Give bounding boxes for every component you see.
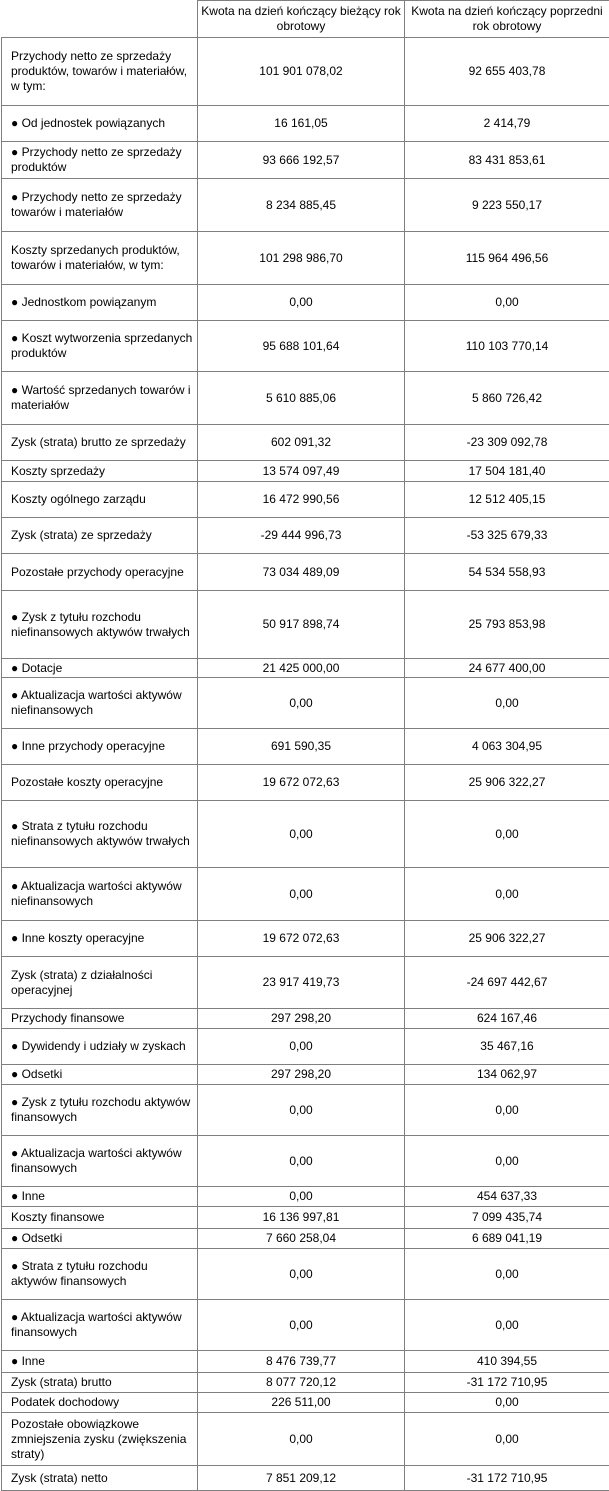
table-row: [2, 38, 609, 106]
value-previous-year: 0,00: [405, 285, 609, 321]
value-previous-year: 115 964 496,56: [405, 232, 609, 285]
table-row: [2, 372, 609, 425]
table-row: [2, 1187, 609, 1207]
row-label: Przychody finansowe: [2, 1009, 198, 1029]
row-label: Przychody netto ze sprzedaży produktów, towarów i materiałów, w tym:: [2, 38, 198, 106]
table-row: [2, 554, 609, 591]
value-current-year: 0,00: [198, 1029, 405, 1065]
row-label: ● Aktualizacja wartości aktywów finansowych: [2, 1136, 198, 1187]
row-label: Pozostałe obowiązkowe zmniejszenia zysku (zwiększenia straty): [2, 1413, 198, 1466]
value-previous-year: 35 467,16: [405, 1029, 609, 1065]
value-current-year: 7 851 209,12: [198, 1466, 405, 1491]
value-current-year: 21 425 000,00: [198, 659, 405, 678]
value-current-year: 101 298 986,70: [198, 232, 405, 285]
value-current-year: 691 590,35: [198, 729, 405, 765]
value-previous-year: 0,00: [405, 1393, 609, 1413]
value-previous-year: 0,00: [405, 678, 609, 729]
table-body: [2, 38, 609, 1491]
table-row: [2, 425, 609, 461]
table-row: [2, 1009, 609, 1029]
value-current-year: -29 444 996,73: [198, 518, 405, 554]
table-row: [2, 106, 609, 142]
value-previous-year: 624 167,46: [405, 1009, 609, 1029]
value-current-year: 95 688 101,64: [198, 321, 405, 372]
row-label: ● Jednostkom powiązanym: [2, 285, 198, 321]
row-label: Koszty sprzedaży: [2, 461, 198, 482]
table-row: [2, 1065, 609, 1085]
value-current-year: 297 298,20: [198, 1065, 405, 1085]
table-row: [2, 482, 609, 518]
value-previous-year: 454 637,33: [405, 1187, 609, 1207]
value-previous-year: 25 793 853,98: [405, 591, 609, 659]
row-label: Zysk (strata) brutto: [2, 1373, 198, 1393]
value-current-year: 7 660 258,04: [198, 1229, 405, 1249]
value-current-year: 0,00: [198, 1300, 405, 1351]
row-label: ● Odsetki: [2, 1229, 198, 1249]
value-current-year: 93 666 192,57: [198, 142, 405, 179]
table-row: [2, 1351, 609, 1373]
row-label: ● Inne koszty operacyjne: [2, 921, 198, 957]
row-label: ● Wartość sprzedanych towarów i materiałów: [2, 372, 198, 425]
value-current-year: 19 672 072,63: [198, 921, 405, 957]
value-previous-year: 7 099 435,74: [405, 1207, 609, 1229]
value-previous-year: 0,00: [405, 1136, 609, 1187]
value-previous-year: 12 512 405,15: [405, 482, 609, 518]
value-previous-year: 2 414,79: [405, 106, 609, 142]
table-row: [2, 868, 609, 921]
value-previous-year: 134 062,97: [405, 1065, 609, 1085]
value-previous-year: 92 655 403,78: [405, 38, 609, 106]
value-previous-year: 0,00: [405, 801, 609, 868]
value-previous-year: -53 325 679,33: [405, 518, 609, 554]
value-current-year: 0,00: [198, 1249, 405, 1300]
value-previous-year: -31 172 710,95: [405, 1466, 609, 1491]
value-current-year: 8 077 720,12: [198, 1373, 405, 1393]
value-current-year: 0,00: [198, 1085, 405, 1136]
header-previous-year: Kwota na dzień kończący poprzedni rok obrotowy: [405, 1, 609, 38]
row-label: Pozostałe przychody operacyjne: [2, 554, 198, 591]
value-current-year: 0,00: [198, 285, 405, 321]
value-current-year: 0,00: [198, 1187, 405, 1207]
value-current-year: 0,00: [198, 868, 405, 921]
row-label: ● Zysk z tytułu rozchodu aktywów finansowych: [2, 1085, 198, 1136]
row-label: ● Strata z tytułu rozchodu aktywów finansowych: [2, 1249, 198, 1300]
value-current-year: 226 511,00: [198, 1393, 405, 1413]
row-label: Koszty sprzedanych produktów, towarów i materiałów, w tym:: [2, 232, 198, 285]
value-previous-year: 25 906 322,27: [405, 921, 609, 957]
value-current-year: 8 476 739,77: [198, 1351, 405, 1373]
row-label: ● Odsetki: [2, 1065, 198, 1085]
value-current-year: 0,00: [198, 1136, 405, 1187]
header-current-year: Kwota na dzień kończący bieżący rok obrotowy: [198, 1, 405, 38]
row-label: ● Przychody netto ze sprzedaży produktów: [2, 142, 198, 179]
table-row: [2, 659, 609, 678]
table-row: [2, 1300, 609, 1351]
row-label: ● Inne: [2, 1351, 198, 1373]
value-current-year: 0,00: [198, 801, 405, 868]
row-label: ● Przychody netto ze sprzedaży towarów i materiałów: [2, 179, 198, 232]
value-previous-year: 0,00: [405, 1413, 609, 1466]
value-previous-year: -24 697 442,67: [405, 957, 609, 1009]
row-label: Podatek dochodowy: [2, 1393, 198, 1413]
row-label: ● Zysk z tytułu rozchodu niefinansowych aktywów trwałych: [2, 591, 198, 659]
value-previous-year: 110 103 770,14: [405, 321, 609, 372]
row-label: ● Aktualizacja wartości aktywów niefinansowych: [2, 868, 198, 921]
table-row: [2, 232, 609, 285]
header-corner-cell: [2, 1, 198, 38]
table-row: [2, 1413, 609, 1466]
value-previous-year: 5 860 726,42: [405, 372, 609, 425]
value-current-year: 19 672 072,63: [198, 765, 405, 801]
row-label: ● Koszt wytworzenia sprzedanych produktów: [2, 321, 198, 372]
row-label: Zysk (strata) netto: [2, 1466, 198, 1491]
row-label: Koszty finansowe: [2, 1207, 198, 1229]
row-label: ● Strata z tytułu rozchodu niefinansowych aktywów trwałych: [2, 801, 198, 868]
row-label: ● Od jednostek powiązanych: [2, 106, 198, 142]
value-current-year: 0,00: [198, 678, 405, 729]
value-current-year: 16 472 990,56: [198, 482, 405, 518]
table-row: [2, 678, 609, 729]
table-row: [2, 321, 609, 372]
value-current-year: 101 901 078,02: [198, 38, 405, 106]
value-current-year: 13 574 097,49: [198, 461, 405, 482]
row-label: ● Inne: [2, 1187, 198, 1207]
value-previous-year: -23 309 092,78: [405, 425, 609, 461]
row-label: Koszty ogólnego zarządu: [2, 482, 198, 518]
value-previous-year: 410 394,55: [405, 1351, 609, 1373]
value-current-year: 0,00: [198, 1413, 405, 1466]
row-label: Zysk (strata) ze sprzedaży: [2, 518, 198, 554]
table-header-row: [2, 1, 609, 38]
table-row: [2, 591, 609, 659]
table-row: [2, 518, 609, 554]
value-previous-year: 9 223 550,17: [405, 179, 609, 232]
table-row: [2, 1249, 609, 1300]
value-previous-year: 25 906 322,27: [405, 765, 609, 801]
value-current-year: 50 917 898,74: [198, 591, 405, 659]
value-current-year: 23 917 419,73: [198, 957, 405, 1009]
row-label: Pozostałe koszty operacyjne: [2, 765, 198, 801]
row-label: ● Dywidendy i udziały w zyskach: [2, 1029, 198, 1065]
row-label: ● Inne przychody operacyjne: [2, 729, 198, 765]
table-row: [2, 142, 609, 179]
value-previous-year: -31 172 710,95: [405, 1373, 609, 1393]
table-row: [2, 957, 609, 1009]
value-previous-year: 0,00: [405, 868, 609, 921]
value-previous-year: 17 504 181,40: [405, 461, 609, 482]
value-current-year: 297 298,20: [198, 1009, 405, 1029]
value-previous-year: 24 677 400,00: [405, 659, 609, 678]
table-row: [2, 1085, 609, 1136]
value-previous-year: 54 534 558,93: [405, 554, 609, 591]
value-previous-year: 0,00: [405, 1300, 609, 1351]
value-current-year: 8 234 885,45: [198, 179, 405, 232]
value-current-year: 16 161,05: [198, 106, 405, 142]
row-label: ● Aktualizacja wartości aktywów finansowych: [2, 1300, 198, 1351]
table-row: [2, 765, 609, 801]
value-previous-year: 4 063 304,95: [405, 729, 609, 765]
value-previous-year: 83 431 853,61: [405, 142, 609, 179]
table-row: [2, 1466, 609, 1491]
income-statement-table: [1, 0, 609, 1491]
value-previous-year: 0,00: [405, 1249, 609, 1300]
value-current-year: 73 034 489,09: [198, 554, 405, 591]
table-row: [2, 285, 609, 321]
row-label: Zysk (strata) brutto ze sprzedaży: [2, 425, 198, 461]
table-row: [2, 1393, 609, 1413]
table-row: [2, 1373, 609, 1393]
table-row: [2, 1029, 609, 1065]
table-row: [2, 179, 609, 232]
value-current-year: 16 136 997,81: [198, 1207, 405, 1229]
row-label: ● Aktualizacja wartości aktywów niefinansowych: [2, 678, 198, 729]
table-row: [2, 1229, 609, 1249]
table-row: [2, 461, 609, 482]
row-label: ● Dotacje: [2, 659, 198, 678]
table-row: [2, 1136, 609, 1187]
value-current-year: 602 091,32: [198, 425, 405, 461]
table-row: [2, 1207, 609, 1229]
value-previous-year: 6 689 041,19: [405, 1229, 609, 1249]
table-row: [2, 801, 609, 868]
value-current-year: 5 610 885,06: [198, 372, 405, 425]
table-row: [2, 729, 609, 765]
table-row: [2, 921, 609, 957]
row-label: Zysk (strata) z działalności operacyjnej: [2, 957, 198, 1009]
value-previous-year: 0,00: [405, 1085, 609, 1136]
